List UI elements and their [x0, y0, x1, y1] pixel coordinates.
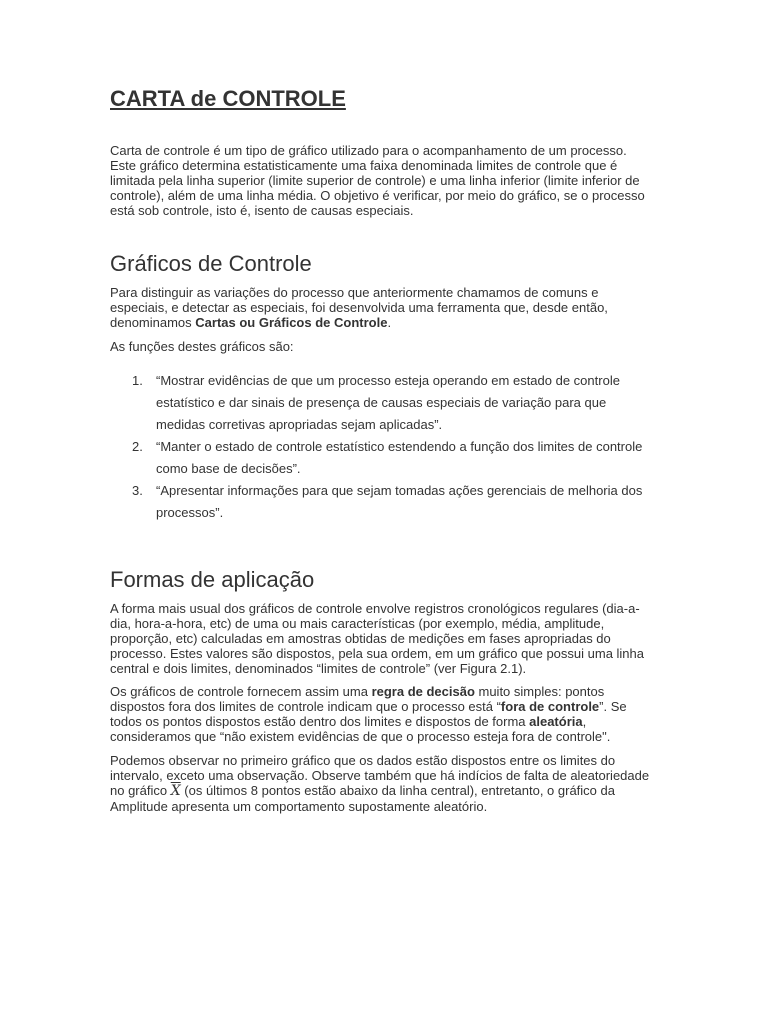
graficos-heading: Gráficos de Controle: [110, 251, 312, 276]
document-title: CARTA de CONTROLE: [110, 86, 346, 111]
formas-paragraph-2: [110, 684, 655, 744]
list-item-text: “Mostrar evidências de que um processo esteja operando em estado de controle estatístico e dar sinais de presença de causas especiais de variação para que medidas corretivas apropriadas sejam aplicadas”.: [156, 373, 620, 432]
graficos-paragraph: [110, 285, 655, 330]
list-item-text: “Apresentar informações para que sejam tomadas ações gerenciais de melhoria dos processos”.: [156, 483, 643, 520]
formas-p3-text-a: Podemos observar no primeiro gráfico que os dados estão dispostos entre os limites do intervalo, exceto uma observação. Observe também que há indícios de falta de aleatoriedade no gráfico: [110, 753, 650, 798]
document-content: [110, 86, 655, 814]
formas-p2-text-b: muito simples: pontos dispostos fora dos limites de controle indicam que o processo está “: [110, 684, 605, 714]
list-item-number: 1.: [132, 373, 143, 388]
intro-paragraph: Carta de controle é um tipo de gráfico utilizado para o acompanhamento de um processo. Este gráfico determina estatisticamente uma faixa denominada limites de controle que é limitada pela linha superior (limite superior de controle) e uma linha inferior (limite inferior de controle), além de uma linha média. O objetivo é verificar, por meio do gráfico, se o processo está sob controle, isto é, isento de causas especiais.: [110, 143, 645, 218]
formas-p2-text-c: ”. Se todos os pontos dispostos estão dentro dos limites e dispostos de forma: [110, 699, 627, 729]
list-item: [132, 480, 655, 524]
graficos-paragraph-text: Para distinguir as variações do processo que anteriormente chamamos de comuns e especiais, e detectar as especiais, foi desenvolvida uma ferramenta que, desde então, denominamos: [110, 285, 608, 330]
list-item: [132, 436, 655, 480]
functions-intro: As funções destes gráficos são:: [110, 339, 294, 354]
formas-heading: Formas de aplicação: [110, 567, 315, 592]
list-item-text: “Manter o estado de controle estatístico estendendo a função dos limites de controle como base de decisões”.: [156, 439, 643, 476]
formas-paragraph-3: [110, 753, 655, 814]
formas-p3-text-b: (os últimos 8 pontos estão abaixo da linha central), entretanto, o gráfico da Amplitude apresenta um comportamento supostamente aleatório.: [110, 783, 615, 814]
x-bar-symbol: $\overline{X}$: [170, 783, 181, 799]
aleatoria-bold: aleatória: [529, 714, 583, 729]
graficos-paragraph-end: .: [387, 315, 392, 330]
formas-p2-text-d: , consideramos que “não existem evidências de que o processo esteja fora de controle".: [110, 714, 611, 744]
formas-paragraph-1: A forma mais usual dos gráficos de controle envolve registros cronológicos regulares (dia-a-dia, hora-a-hora, etc) de uma ou mais características (por exemplo, média, amplitude, proporção, etc) calculadas em amostras obtidas de medições em fases apropriadas do processo. Estes valores são dispostos, pela sua ordem, em um gráfico que possui uma linha central e dois limites, denominados “limites de controle” (ver Figura 2.1).: [110, 601, 644, 676]
list-item-number: 2.: [132, 439, 143, 454]
list-item-number: 3.: [132, 483, 143, 498]
regra-de-decisao-bold: regra de decisão: [371, 684, 475, 699]
formas-p2-text-a: Os gráficos de controle fornecem assim uma: [110, 684, 372, 699]
list-item: [132, 370, 655, 436]
graficos-paragraph-bold: Cartas ou Gráficos de Controle: [195, 315, 388, 330]
fora-de-controle-bold: fora de controle: [500, 699, 600, 714]
functions-list: [110, 370, 655, 524]
